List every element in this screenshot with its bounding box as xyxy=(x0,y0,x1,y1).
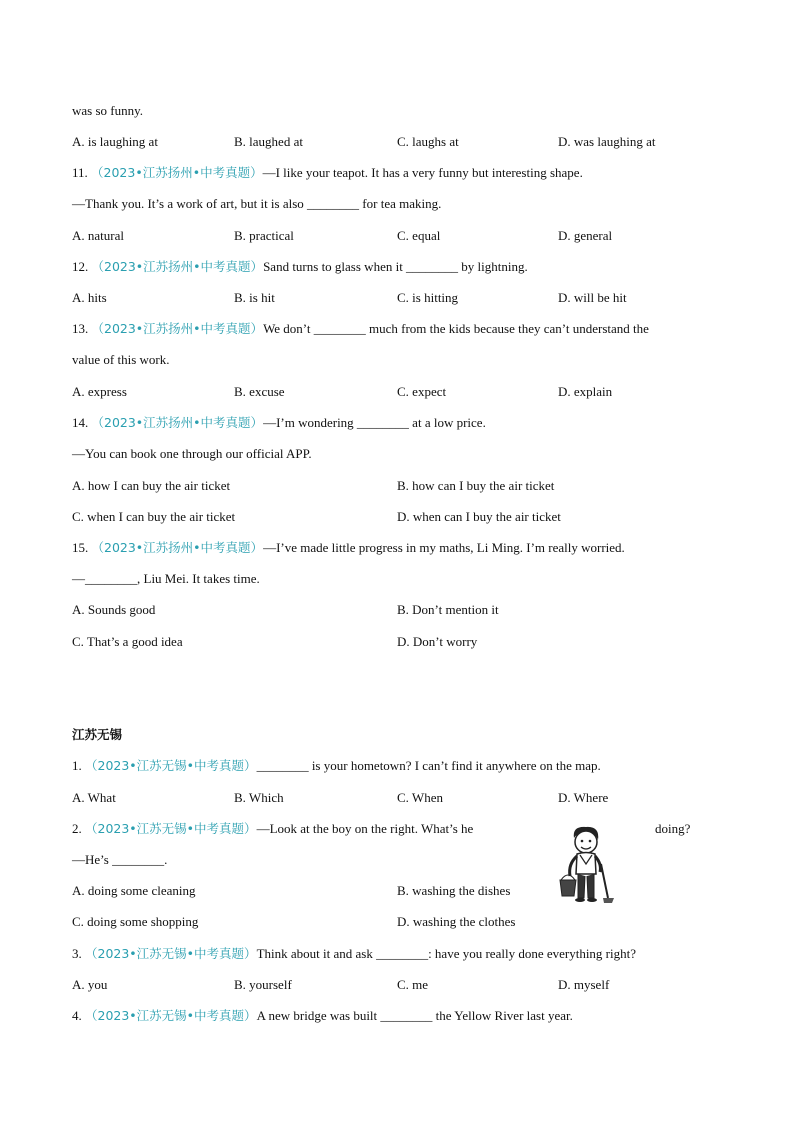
question-number: 2. xyxy=(72,821,82,836)
question-wuxi-2-stem-2: —He’s ________. xyxy=(72,852,168,867)
q10-option-c: C. laughs at xyxy=(397,134,459,149)
wuxi-q2-option-d: D. washing the clothes xyxy=(397,914,516,929)
q14-option-d: D. when can I buy the air ticket xyxy=(397,509,561,524)
question-12 xyxy=(72,259,528,275)
q11-option-b: B. practical xyxy=(234,228,294,243)
question-source: （2023•江苏扬州•中考真题） xyxy=(91,415,264,430)
wuxi-q1-option-c: C. When xyxy=(397,790,443,805)
q12-option-d: D. will be hit xyxy=(558,290,627,305)
question-number: 15. xyxy=(72,540,89,555)
question-number: 1. xyxy=(72,758,82,773)
question-source: （2023•江苏扬州•中考真题） xyxy=(91,165,263,180)
wuxi-q3-option-d: D. myself xyxy=(558,977,610,992)
q11-option-d: D. general xyxy=(558,228,613,243)
wuxi-q2-option-a: A. doing some cleaning xyxy=(72,883,196,898)
q15-option-d: D. Don’t worry xyxy=(397,634,478,649)
question-14 xyxy=(72,415,486,431)
q14-option-b: B. how can I buy the air ticket xyxy=(397,478,555,493)
q12-option-b: B. is hit xyxy=(234,290,275,305)
question-source: （2023•江苏无锡•中考真题） xyxy=(85,758,257,773)
question-source: （2023•江苏无锡•中考真题） xyxy=(85,946,257,961)
question-11-stem-2: —Thank you. It’s a work of art, but it is also ________ for tea making. xyxy=(72,196,442,211)
question-wuxi-4 xyxy=(72,1008,573,1024)
question-number: 3. xyxy=(72,946,82,961)
q10-option-d: D. was laughing at xyxy=(558,134,656,149)
q11-option-a: A. natural xyxy=(72,228,124,243)
question-stem: —I’m wondering ________ at a low price. xyxy=(263,415,486,430)
question-11 xyxy=(72,165,583,181)
question-stem: We don’t ________ much from the kids because they can’t understand the xyxy=(263,321,649,336)
question-15 xyxy=(72,540,625,556)
q14-option-a: A. how I can buy the air ticket xyxy=(72,478,231,493)
question-stem: Think about it and ask ________: have you really done everything right? xyxy=(256,946,636,961)
q13-option-c: C. expect xyxy=(397,384,447,399)
question-source: （2023•江苏无锡•中考真题） xyxy=(85,821,257,836)
question-14-stem-2: —You can book one through our official APP. xyxy=(72,446,312,461)
question-stem: —I’ve made little progress in my maths, Li Ming. I’m really worried. xyxy=(263,540,625,555)
question-wuxi-3 xyxy=(72,946,636,962)
question-number: 12. xyxy=(72,259,89,274)
question-wuxi-2-stem-end: doing? xyxy=(655,821,691,836)
boy-cleaning-illustration xyxy=(556,824,618,904)
question-source: （2023•江苏扬州•中考真题） xyxy=(91,259,264,274)
q10-option-a: A. is laughing at xyxy=(72,134,158,149)
question-number: 13. xyxy=(72,321,89,336)
wuxi-q1-option-d: D. Where xyxy=(558,790,609,805)
question-13-stem-2: value of this work. xyxy=(72,352,170,367)
question-number: 14. xyxy=(72,415,89,430)
q15-option-a: A. Sounds good xyxy=(72,602,156,617)
q15-option-b: B. Don’t mention it xyxy=(397,602,499,617)
wuxi-q2-option-c: C. doing some shopping xyxy=(72,914,199,929)
q12-option-c: C. is hitting xyxy=(397,290,459,305)
question-stem: ________ is your hometown? I can’t find it anywhere on the map. xyxy=(256,758,601,773)
question-stem: A new bridge was built ________ the Yellow River last year. xyxy=(256,1008,573,1023)
question-source: （2023•江苏扬州•中考真题） xyxy=(91,540,264,555)
q15-option-c: C. That’s a good idea xyxy=(72,634,183,649)
section-heading-wuxi: 江苏无锡 xyxy=(72,727,123,742)
question-15-stem-2: —________, Liu Mei. It takes time. xyxy=(72,571,260,586)
question-wuxi-1 xyxy=(72,758,601,774)
question-stem: —I like your teapot. It has a very funny but interesting shape. xyxy=(262,165,583,180)
question-number: 11. xyxy=(72,165,88,180)
question-13 xyxy=(72,321,649,337)
question-10-stem-end: was so funny. xyxy=(72,103,144,118)
wuxi-q3-option-b: B. yourself xyxy=(234,977,292,992)
q11-option-c: C. equal xyxy=(397,228,441,243)
q13-option-b: B. excuse xyxy=(234,384,285,399)
question-stem: Sand turns to glass when it ________ by lightning. xyxy=(263,259,528,274)
wuxi-q3-option-a: A. you xyxy=(72,977,108,992)
question-wuxi-2 xyxy=(72,821,473,837)
q10-option-b: B. laughed at xyxy=(234,134,303,149)
wuxi-q2-option-b: B. washing the dishes xyxy=(397,883,511,898)
question-stem: —Look at the boy on the right. What’s he xyxy=(256,821,474,836)
q12-option-a: A. hits xyxy=(72,290,107,305)
wuxi-q1-option-a: A. What xyxy=(72,790,116,805)
question-source: （2023•江苏扬州•中考真题） xyxy=(91,321,264,336)
question-source: （2023•江苏无锡•中考真题） xyxy=(85,1008,257,1023)
q14-option-c: C. when I can buy the air ticket xyxy=(72,509,236,524)
q13-option-d: D. explain xyxy=(558,384,613,399)
wuxi-q1-option-b: B. Which xyxy=(234,790,284,805)
q13-option-a: A. express xyxy=(72,384,127,399)
wuxi-q3-option-c: C. me xyxy=(397,977,429,992)
question-number: 4. xyxy=(72,1008,82,1023)
